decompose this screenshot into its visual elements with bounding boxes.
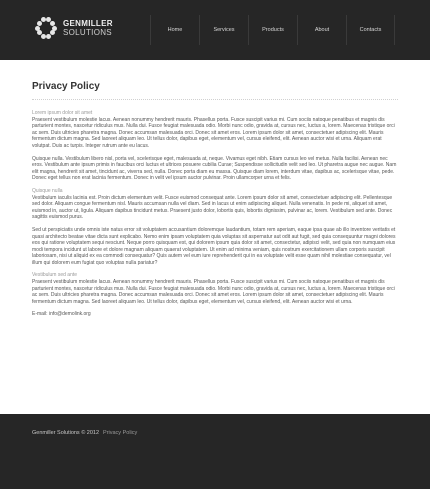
- site-header: [0, 0, 430, 60]
- copyright-text: Genmiller Solutions © 2012: [32, 430, 100, 436]
- section-2-paragraph-1: Vestibulum iaculis lacinia est. Proin dictum elementum velit. Fusce euismod consequat ante. Lorem ipsum dolor sit amet, consectetuer adipiscing elit. Pellentesque sed dolor. Aliquam congue fermentum nisl. Mauris accumsan nulla vel diam. Sed in lacus ut enim adipiscing aliquet. Nulla venenatis. In pede mi, aliquet sit amet, euismod in, auctor ut, ligula. Aliquam dapibus tincidunt metus. Praesent justo dolor, lobortis quis, lobortis dignissim, pulvinar ac, lorem. Vestibulum sed ante. Donec sagittis euismod purus.: [32, 194, 393, 221]
- logo-dot: [50, 30, 55, 35]
- site-footer: [0, 414, 430, 489]
- nav-products[interactable]: Products: [248, 15, 297, 45]
- main-nav: [150, 15, 395, 45]
- section-1-subtitle: Lorem ipsum dolor sit amet: [32, 110, 93, 116]
- logo-dot: [35, 26, 40, 31]
- section-2-paragraph-2: Sed ut perspiciatis unde omnis iste natus error sit voluptatem accusantium doloremque laudantium, totam rem aperiam, eaque ipsa quae ab illo inventore veritatis et quasi architecto beatae vitae dicta sunt explicabo. Nemo enim ipsam voluptatem quia voluptas sit aspernatur aut odit aut fugit, sed quia consequuntur magni dolores eos qui ratione voluptatem sequi nesciunt. Neque porro quisquam est, qui dolorem ipsum quia dolor sit amet, consectetur, adipisci velit, sed quia non numquam eius modi tempora incidunt ut labore et dolore magnam aliquam quaerat voluptatem. Ut enim ad minima veniam, quis nostrum exercitationem ullam corporis suscipit laboriosam, nisi ut aliquid ex ea commodi consequatur? Quis autem vel eum iure reprehenderit qui in ea voluptate velit esse quam nihil molestiae consequatur, vel illum qui dolorem eum fugiat quo voluptas nulla pariatur?: [32, 226, 396, 266]
- logo-dot: [41, 34, 46, 39]
- section-1-paragraph-1: Praesent vestibulum molestie lacus. Aenean nonummy hendrerit mauris. Phasellus porta. Fusce suscipit varius mi. Cum sociis natoque penatibus et magnis dis parturient montes, nascetur ridiculus mus. Nulla dui. Fusce feugiat malesuada odio. Morbi nunc odio, gravida at, cursus nec, luctus a, lorem. Maecenas tristique orci ac sem. Duis ultricies pharetra magna. Donec accumsan malesuada orci. Donec sit amet eros. Lorem ipsum dolor sit amet, consectetuer adipiscing elit. Mauris fermentum dictum magna. Sed laoreet aliquam leo. Ut tellus dolor, dapibus eget, elementum vel, cursus eleifend, elit. Aenean auctor wisi et urna. Aliquam erat volutpat. Duis ac turpis. Integer rutrum ante eu lacus.: [32, 116, 395, 149]
- title-divider: [32, 99, 398, 100]
- nav-contacts[interactable]: Contacts: [346, 15, 395, 45]
- nav-about[interactable]: About: [297, 15, 346, 45]
- logo[interactable]: [35, 17, 113, 39]
- logo-dot: [41, 17, 46, 22]
- footer-copyright: [32, 430, 137, 436]
- section-3-subtitle: Vestibulum sed ante: [32, 272, 78, 279]
- footer-privacy-link[interactable]: Privacy Policy: [103, 430, 138, 436]
- email-label: E-mail:: [32, 311, 48, 318]
- section-1-paragraph-2: Quisque nulla. Vestibulum libero nisl, porta vel, scelerisque eget, malesuada at, neque. Vivamus eget nibh. Etiam cursus leo vel metus. Nulla facilisi. Aenean nec eros. Vestibulum ante ipsum primis in faucibus orci luctus et ultrices posuere cubilia Curae; Suspendisse sollicitudin velit sed leo. Ut pharetra augue nec augue. Nam elit magna, hendrerit sit amet, tincidunt ac, viverra sed, nulla. Donec porta diam eu massa. Quisque diam lorem, interdum vitae, dapibus ac, scelerisque vitae, pede. Donec eget tellus non erat lacinia fermentum. Donec in velit vel ipsum auctor pulvinar. Proin ullamcorper urna et felis.: [32, 155, 397, 182]
- email-link[interactable]: info@demolink.org: [48, 311, 91, 318]
- brand-line-1: GENMILLER: [63, 19, 113, 28]
- nav-home[interactable]: Home: [150, 15, 199, 45]
- logo-dot: [46, 34, 51, 39]
- section-2-subtitle: Quisque nulla: [32, 187, 63, 194]
- section-3-paragraph-1: Praesent vestibulum molestie lacus. Aenean nonummy hendrerit mauris. Phasellus porta. Fusce suscipit varius mi. Cum sociis natoque penatibus et magnis dis parturient montes, nascetur ridiculus mus. Nulla dui. Fusce feugiat malesuada odio. Morbi nunc odio, gravida at, cursus nec, luctus a, lorem. Maecenas tristique orci ac sem. Duis ultricies pharetra magna. Donec accumsan malesuada orci. Donec sit amet eros. Lorem ipsum dolor sit amet, consectetuer adipiscing elit. Mauris fermentum dictum magna. Sed laoreet aliquam leo. Ut tellus dolor, dapibus eget, elementum vel, cursus eleifend, elit. Aenean auctor wisi et urna.: [32, 279, 395, 305]
- page-title: Privacy Policy: [32, 81, 100, 92]
- logo-text: [63, 19, 113, 37]
- email-line: [32, 311, 398, 318]
- brand-line-2: SOLUTIONS: [63, 28, 112, 37]
- logo-icon: [35, 17, 57, 39]
- policy-content: [32, 110, 398, 318]
- logo-dot: [50, 21, 55, 26]
- nav-services[interactable]: Services: [199, 15, 248, 45]
